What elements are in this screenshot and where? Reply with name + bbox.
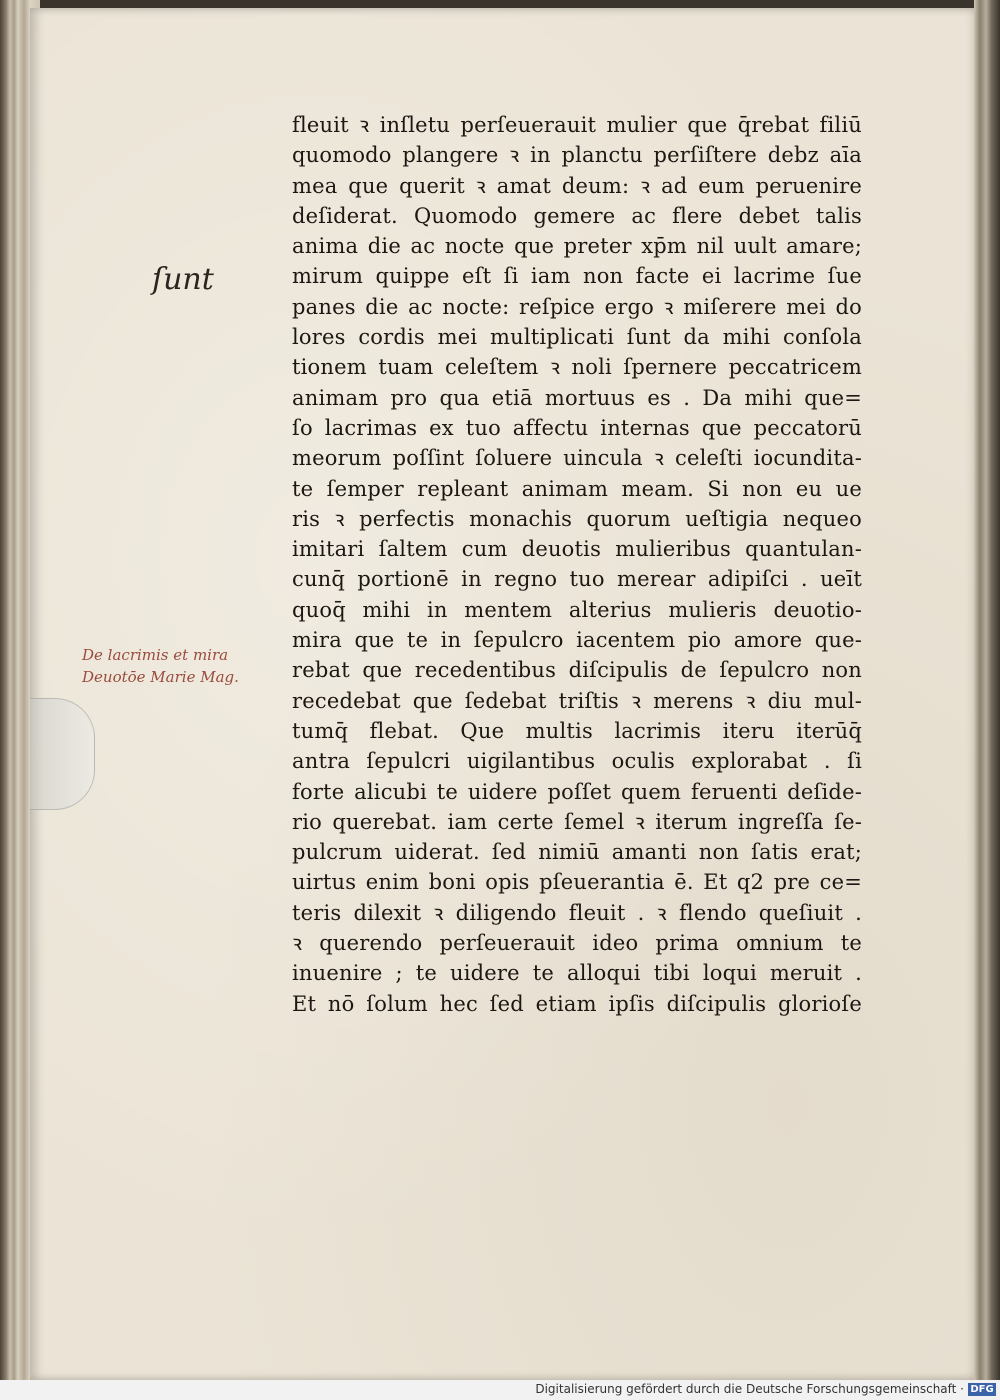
text-line: anima die ac nocte que preter xp̄m nil uult amare; <box>292 234 862 259</box>
text-line: inuenire ; te uidere te alloqui tibi loqui meruit . <box>292 961 862 986</box>
text-line: ſo lacrimas ex tuo affectu internas que peccatorū <box>292 415 862 440</box>
text-line: cunq̄ portionē in regno tuo merear adipiſci . ueīt <box>292 567 862 592</box>
footer-credit: Digitalisierung gefördert durch die Deutsche Forschungsgemeinschaft · <box>535 1382 964 1396</box>
printed-text-block <box>292 110 862 1019</box>
text-line: teris dilexit ꝛ diligendo fleuit . ꝛ flendo queſiuit . <box>292 900 862 925</box>
page-clip <box>30 698 95 810</box>
marginal-note-red-line-1: De lacrimis et mira <box>82 646 229 664</box>
text-line: mira que te in ſepulcro iacentem pio amore que- <box>292 628 862 653</box>
text-line: tionem tuam celeſtem ꝛ noli ſpernere peccatricem <box>292 355 862 380</box>
text-line: forte alicubi te uidere poſſet quem feruenti deſide- <box>292 779 862 804</box>
text-line: ris ꝛ perfectis monachis quorum ueſtigia nequeo <box>292 506 862 531</box>
page-edges <box>974 0 1000 1400</box>
text-line: lores cordis mei multiplicati ſunt da mihi conſola <box>292 325 862 350</box>
footer-bar <box>0 1380 1000 1400</box>
dfg-logo: DFG <box>968 1383 996 1396</box>
text-line: meorum poſſint ſoluere uincula ꝛ celeſti iocundita- <box>292 446 862 471</box>
text-line: animam pro qua etiā mortuus es . Da mihi que= <box>292 385 862 410</box>
text-line: deſiderat. Quomodo gemere ac flere debet talis <box>292 203 862 228</box>
text-line: mirum quippe eſt ſi iam non facte ei lacrime ſue <box>292 264 862 289</box>
text-line: te ſemper repleant animam meam. Si non eu ue <box>292 476 862 501</box>
text-line: imitari ſaltem cum deuotis mulieribus quantulan- <box>292 537 862 562</box>
text-line: mea que querit ꝛ amat deum: ꝛ ad eum peruenire <box>292 173 862 198</box>
text-line: recedebat que ſedebat triſtis ꝛ merens ꝛ diu mul- <box>292 688 862 713</box>
marginal-note-ink: ſunt <box>152 262 214 297</box>
marginal-note-red-line-2: Deuotōe Marie Mag. <box>82 668 239 686</box>
text-line: quoq̄ mihi in mentem alterius mulieris deuotio- <box>292 597 862 622</box>
text-line: rebat que recedentibus diſcipulis de ſepulcro non <box>292 658 862 683</box>
text-line: ꝛ querendo perſeuerauit ideo prima omnium te <box>292 931 862 956</box>
text-line: Et nō ſolum hec ſed etiam ipſis diſcipulis glorioſe <box>292 991 862 1016</box>
text-line: panes die ac nocte: reſpice ergo ꝛ miſerere mei do <box>292 294 862 319</box>
text-line: fleuit ꝛ inſletu perſeuerauit mulier que q̄rebat filiū <box>292 113 862 137</box>
text-line: rio querebat. iam certe ſemel ꝛ iterum ingreſſa ſe- <box>292 809 862 834</box>
text-line: tumq̄ flebat. Que multis lacrimis iteru iterūq̄ <box>292 718 862 743</box>
text-line: quomodo plangere ꝛ in planctu perſiſtere debz aīa <box>292 143 862 168</box>
text-line: uirtus enim boni opis pſeuerantia ē. Et q2 pre ce= <box>292 870 862 895</box>
text-line: pulcrum uiderat. ſed nimiū amanti non ſatis erat; <box>292 840 862 865</box>
text-line: antra ſepulcri uigilantibus oculis explorabat . ſi <box>292 749 862 774</box>
